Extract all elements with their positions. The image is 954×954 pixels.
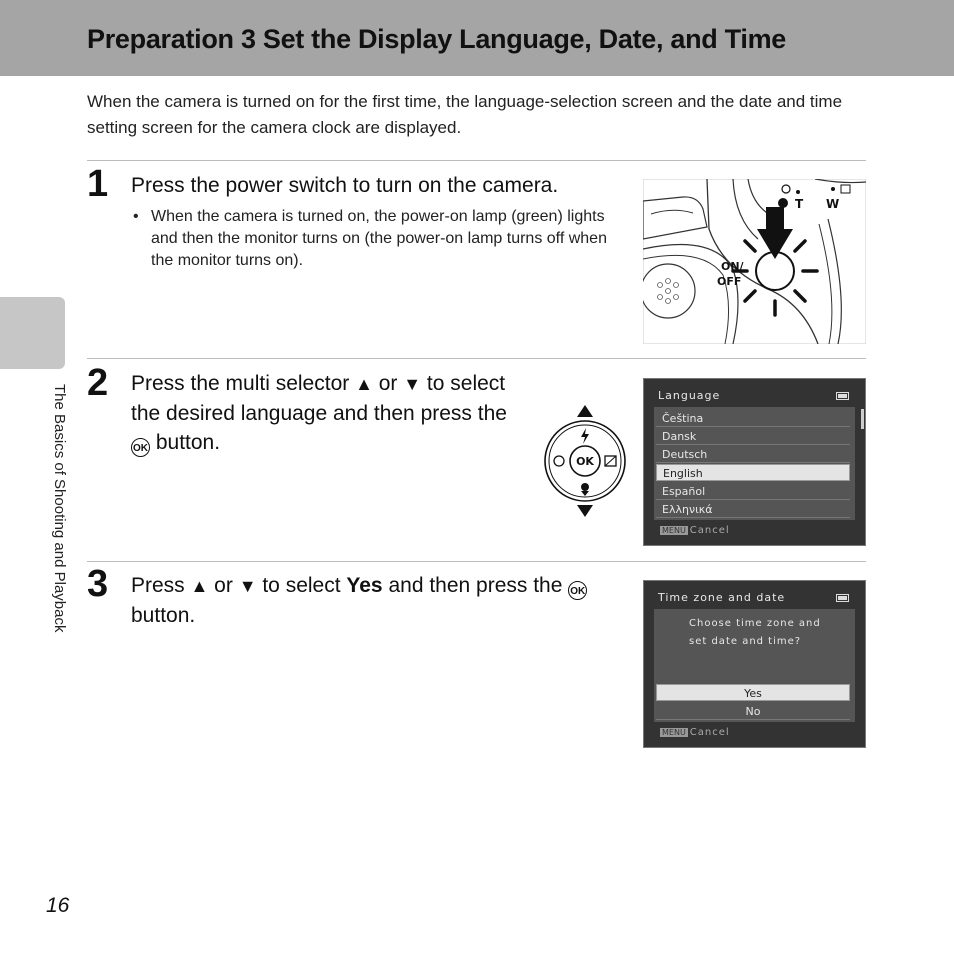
step-3-text-b: to select xyxy=(256,574,347,597)
scrollbar[interactable] xyxy=(861,409,864,429)
step-3-text-c: and then press the xyxy=(382,574,569,597)
timezone-question xyxy=(689,615,821,651)
cancel-label: Cancel xyxy=(689,525,730,536)
step-1-divider xyxy=(87,160,866,161)
up-arrow-icon xyxy=(577,405,593,417)
language-item[interactable]: Deutsch xyxy=(656,446,850,463)
language-item[interactable]: Dansk xyxy=(656,428,850,445)
step-3-text xyxy=(131,571,621,630)
step-2-text xyxy=(131,369,531,457)
power-on-label: ON/ xyxy=(721,260,744,273)
multi-selector-illustration xyxy=(543,403,627,519)
up-arrow-icon: ▲ xyxy=(355,374,373,394)
battery-icon xyxy=(836,594,849,602)
step-2-number: 2 xyxy=(87,362,109,404)
step-2-text-a: Press the multi selector xyxy=(131,372,356,395)
camera-power-illustration xyxy=(643,179,866,344)
step-2-divider xyxy=(87,358,866,359)
page-header xyxy=(0,0,954,76)
help-icon xyxy=(778,198,788,208)
step-2-text-c: button. xyxy=(150,431,221,454)
yes-option[interactable]: Yes xyxy=(656,684,850,701)
step-2-or: or xyxy=(372,372,404,395)
multi-selector-ok-label: OK xyxy=(576,455,594,468)
down-arrow-icon xyxy=(577,505,593,517)
step-1-bullet xyxy=(133,206,621,272)
cancel-hint xyxy=(660,727,730,738)
zoom-w-label: W xyxy=(826,197,840,211)
step-1-bullet-text: When the camera is turned on, the power-on lamp (green) lights and then the monitor turns on (the power-on lamp turns off when the monitor turns on). xyxy=(151,208,607,269)
language-item[interactable]: Ελληνικά xyxy=(656,501,850,518)
chapter-side-label: The Basics of Shooting and Playback xyxy=(51,384,68,633)
question-line-2: set date and time? xyxy=(689,636,802,647)
battery-icon xyxy=(836,392,849,400)
step-3-text-a: Press xyxy=(131,574,191,597)
ok-button-icon: OK xyxy=(568,581,587,600)
power-off-label: OFF xyxy=(717,275,742,288)
menu-button-icon: MENU xyxy=(662,526,686,535)
macro-icon xyxy=(581,483,589,491)
bullet-dot: • xyxy=(133,208,139,225)
up-arrow-icon: ▲ xyxy=(190,576,209,596)
step-1-number: 1 xyxy=(87,163,109,205)
cancel-label: Cancel xyxy=(689,727,730,738)
down-arrow-icon: ▼ xyxy=(403,374,422,394)
zoom-dot-icon xyxy=(796,190,800,194)
zoom-dot-icon xyxy=(831,187,835,191)
timezone-screen-title: Time zone and date xyxy=(658,591,786,604)
language-item[interactable]: Čeština xyxy=(656,410,850,427)
language-item-selected[interactable]: English xyxy=(656,464,850,481)
step-2-text-b: to select the desired language and then press the xyxy=(131,372,507,425)
language-item[interactable]: Español xyxy=(656,483,850,500)
timezone-dialog xyxy=(654,609,855,722)
step-1-text: Press the power switch to turn on the camera. xyxy=(131,174,559,197)
step-3-divider xyxy=(87,561,866,562)
step-3-text-d: button. xyxy=(131,604,196,627)
step-3-or: or xyxy=(208,574,239,597)
down-arrow-icon: ▼ xyxy=(238,576,257,596)
question-line-1: Choose time zone and xyxy=(689,618,821,629)
ok-button-icon: OK xyxy=(131,438,150,457)
step-3-yes: Yes xyxy=(346,574,383,597)
language-screen-title: Language xyxy=(658,389,721,402)
zoom-t-label: T xyxy=(795,197,804,211)
timezone-screen xyxy=(643,580,866,748)
language-list xyxy=(654,407,855,520)
step-3-number: 3 xyxy=(87,563,109,605)
menu-button-icon: MENU xyxy=(662,728,686,737)
intro-paragraph: When the camera is turned on for the first time, the language-selection screen and the date and time setting screen for the camera clock are displayed. xyxy=(87,92,843,137)
cancel-hint xyxy=(660,525,730,536)
mode-dial xyxy=(643,264,695,318)
page-title: Preparation 3 Set the Display Language, Date, and Time xyxy=(87,24,786,54)
page-number: 16 xyxy=(46,894,70,917)
no-option[interactable]: No xyxy=(656,703,850,720)
chapter-tab xyxy=(0,297,65,369)
language-screen xyxy=(643,378,866,546)
